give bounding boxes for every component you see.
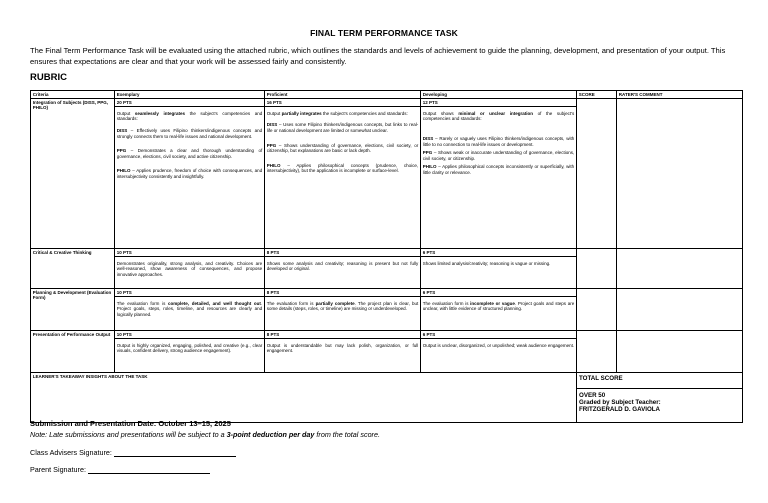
criteria-cell: Integration of Subjects (DISS, PPG, PHILO)	[31, 99, 115, 249]
header-exemplary: Exemplary	[115, 91, 265, 99]
late-note: Note: Late submissions and presentations will be subject to a 3-point deduction per day from the total score.	[30, 430, 380, 439]
table-row	[31, 289, 743, 331]
exemplary-cell	[115, 289, 265, 331]
total-score-label: TOTAL SCORE	[579, 375, 623, 383]
cell-text: DISS – Uses some Filipino thinkers/indigenous concepts, but links to real-life or national development are limited or somewhat unclear.	[266, 122, 419, 133]
table-row	[31, 99, 743, 249]
comment-cell	[617, 249, 743, 289]
points-label: 12 PTS	[421, 100, 576, 107]
header-proficient: Proficient	[265, 91, 421, 99]
exemplary-cell	[115, 99, 265, 249]
points-label: 8 PTS	[265, 332, 420, 339]
header-score: SCORE	[577, 91, 617, 99]
total-score-cell	[577, 373, 743, 423]
cell-text: Shows limited analysis/creativity; reasoning is vague or missing.	[422, 260, 551, 266]
score-cell	[577, 331, 617, 373]
header-raters-comment: RATER'S COMMENT	[617, 91, 743, 99]
header-criteria: Criteria	[31, 91, 115, 99]
cell-text: PHILO – Applies prudence, freedom of choice with consequences, and intersubjectivity consistently and insightfully.	[116, 168, 263, 179]
points-label: 10 PTS	[115, 250, 264, 257]
cell-text: Output is highly organized, engaging, polished, and creative (e.g., clear visuals, confident delivery, strong audience engagement).	[116, 342, 263, 354]
table-row	[31, 331, 743, 373]
cell-text: PPG – Shows weak or inaccurate understanding of governance, elections, civil society, or citizenship.	[422, 150, 575, 161]
signature-line[interactable]	[114, 449, 236, 457]
class-adviser-label: Class Advisers Signature:	[30, 448, 112, 457]
points-label: 6 PTS	[421, 290, 576, 297]
proficient-cell	[265, 331, 421, 373]
cell-text: Output is unclear, disorganized, or unpolished; weak audience engagement.	[422, 342, 575, 348]
proficient-cell	[265, 289, 421, 331]
points-label: 10 PTS	[115, 332, 264, 339]
header-developing: Developing	[421, 91, 577, 99]
cell-text: DISS – Rarely or vaguely uses Filipino thinkers/indigenous concepts, with little to no connection to real-life issues or development.	[422, 135, 575, 147]
points-label: 8 PTS	[265, 250, 420, 257]
total-score-line	[577, 388, 742, 389]
parent-signature	[30, 465, 210, 474]
intro-paragraph: The Final Term Performance Task will be evaluated using the attached rubric, which outlines the standards and levels of achievement to guide the planning, development, and presentation of your output. This ensures that expectations are clear and that your work will be assessed fairly and consistently.	[30, 46, 726, 66]
cell-text: Demonstrates originality, strong analysis, and creativity. Choices are well-reasoned, show awareness of consequences, and propose innovative approaches.	[116, 260, 263, 277]
developing-cell	[421, 99, 577, 249]
developing-cell	[421, 289, 577, 331]
table-header-row	[31, 91, 743, 99]
over-label: OVER 50	[579, 392, 606, 400]
cell-text: Output partially integrates the subject's competencies and standards:	[266, 110, 408, 116]
rubric-heading: RUBRIC	[30, 72, 67, 83]
criteria-cell: Presentation of Performance Output	[31, 331, 115, 373]
proficient-cell	[265, 249, 421, 289]
cell-text: The evaluation form is complete, detailed, and well thought out. Project goals, steps, roles, timeline, and resources are clearly and logically planned.	[116, 300, 263, 317]
cell-text: PHILO – Applies philosophical concepts inconsistently or superficially, with little clarity or relevance.	[422, 164, 575, 175]
exemplary-cell	[115, 249, 265, 289]
comment-cell	[617, 289, 743, 331]
points-label: 8 PTS	[265, 290, 420, 297]
graded-by-label: Graded by Subject Teacher:	[579, 399, 661, 407]
score-cell	[577, 289, 617, 331]
score-cell	[577, 249, 617, 289]
signature-line[interactable]	[88, 466, 210, 474]
cell-text: PPG – Shows understanding of governance, elections, civil society, or citizenship, but explanations are basic or lack depth.	[266, 142, 419, 154]
takeaway-row	[31, 373, 743, 423]
rubric-table	[30, 90, 743, 423]
cell-text: DISS – Effectively uses Filipino thinkers/indigenous concepts and strongly connects them to real-life issues and national development.	[116, 127, 263, 139]
exemplary-cell	[115, 331, 265, 373]
cell-text: Shows some analysis and creativity; reasoning is present but not fully developed or original.	[266, 260, 419, 272]
submission-date: Submission and Presentation Date: October 13–15, 2025	[30, 419, 231, 428]
points-label: 16 PTS	[265, 100, 420, 107]
parent-label: Parent Signature:	[30, 465, 86, 474]
points-label: 6 PTS	[421, 332, 576, 339]
comment-cell	[617, 99, 743, 249]
points-label: 10 PTS	[115, 290, 264, 297]
developing-cell	[421, 331, 577, 373]
cell-text: The evaluation form is partially complete. The project plan is clear, but some details (steps, roles, or timeline) are missing or underdeveloped.	[266, 300, 419, 312]
developing-cell	[421, 249, 577, 289]
points-label: 6 PTS	[421, 250, 576, 257]
cell-text: Output shows minimal or unclear integration of the subject's competencies and standards:	[422, 110, 575, 122]
cell-text: Output is understandable but may lack polish, organization, or full engagement.	[266, 342, 419, 354]
cell-text: The evaluation form is incomplete or vague. Project goals and steps are unclear, with little evidence of structured planning.	[422, 300, 575, 312]
criteria-cell: Critical & Creative Thinking	[31, 249, 115, 289]
cell-text: PHILO – Applies philosophical concepts (prudence, choice, intersubjectivity), but the application is incomplete or surface-level.	[266, 162, 419, 174]
class-adviser-signature	[30, 448, 236, 457]
cell-text: Output seamlessly integrates the subject's competencies and standards:	[116, 110, 263, 122]
cell-text: PPG – Demonstrates a clear and thorough understanding of governance, elections, civil society, and active citizenship.	[116, 148, 263, 159]
points-label: 20 PTS	[115, 100, 264, 107]
proficient-cell	[265, 99, 421, 249]
comment-cell	[617, 331, 743, 373]
score-cell	[577, 99, 617, 249]
teacher-name: FRITZGERALD D. GAVIOLA	[579, 406, 661, 414]
takeaway-label: LEARNER'S TAKEAWAY INSIGHTS ABOUT THE TASK	[31, 373, 577, 423]
criteria-cell: Planning & Development (Evaluation Form)	[31, 289, 115, 331]
page-title: FINAL TERM PERFORMANCE TASK	[310, 28, 458, 38]
table-row	[31, 249, 743, 289]
